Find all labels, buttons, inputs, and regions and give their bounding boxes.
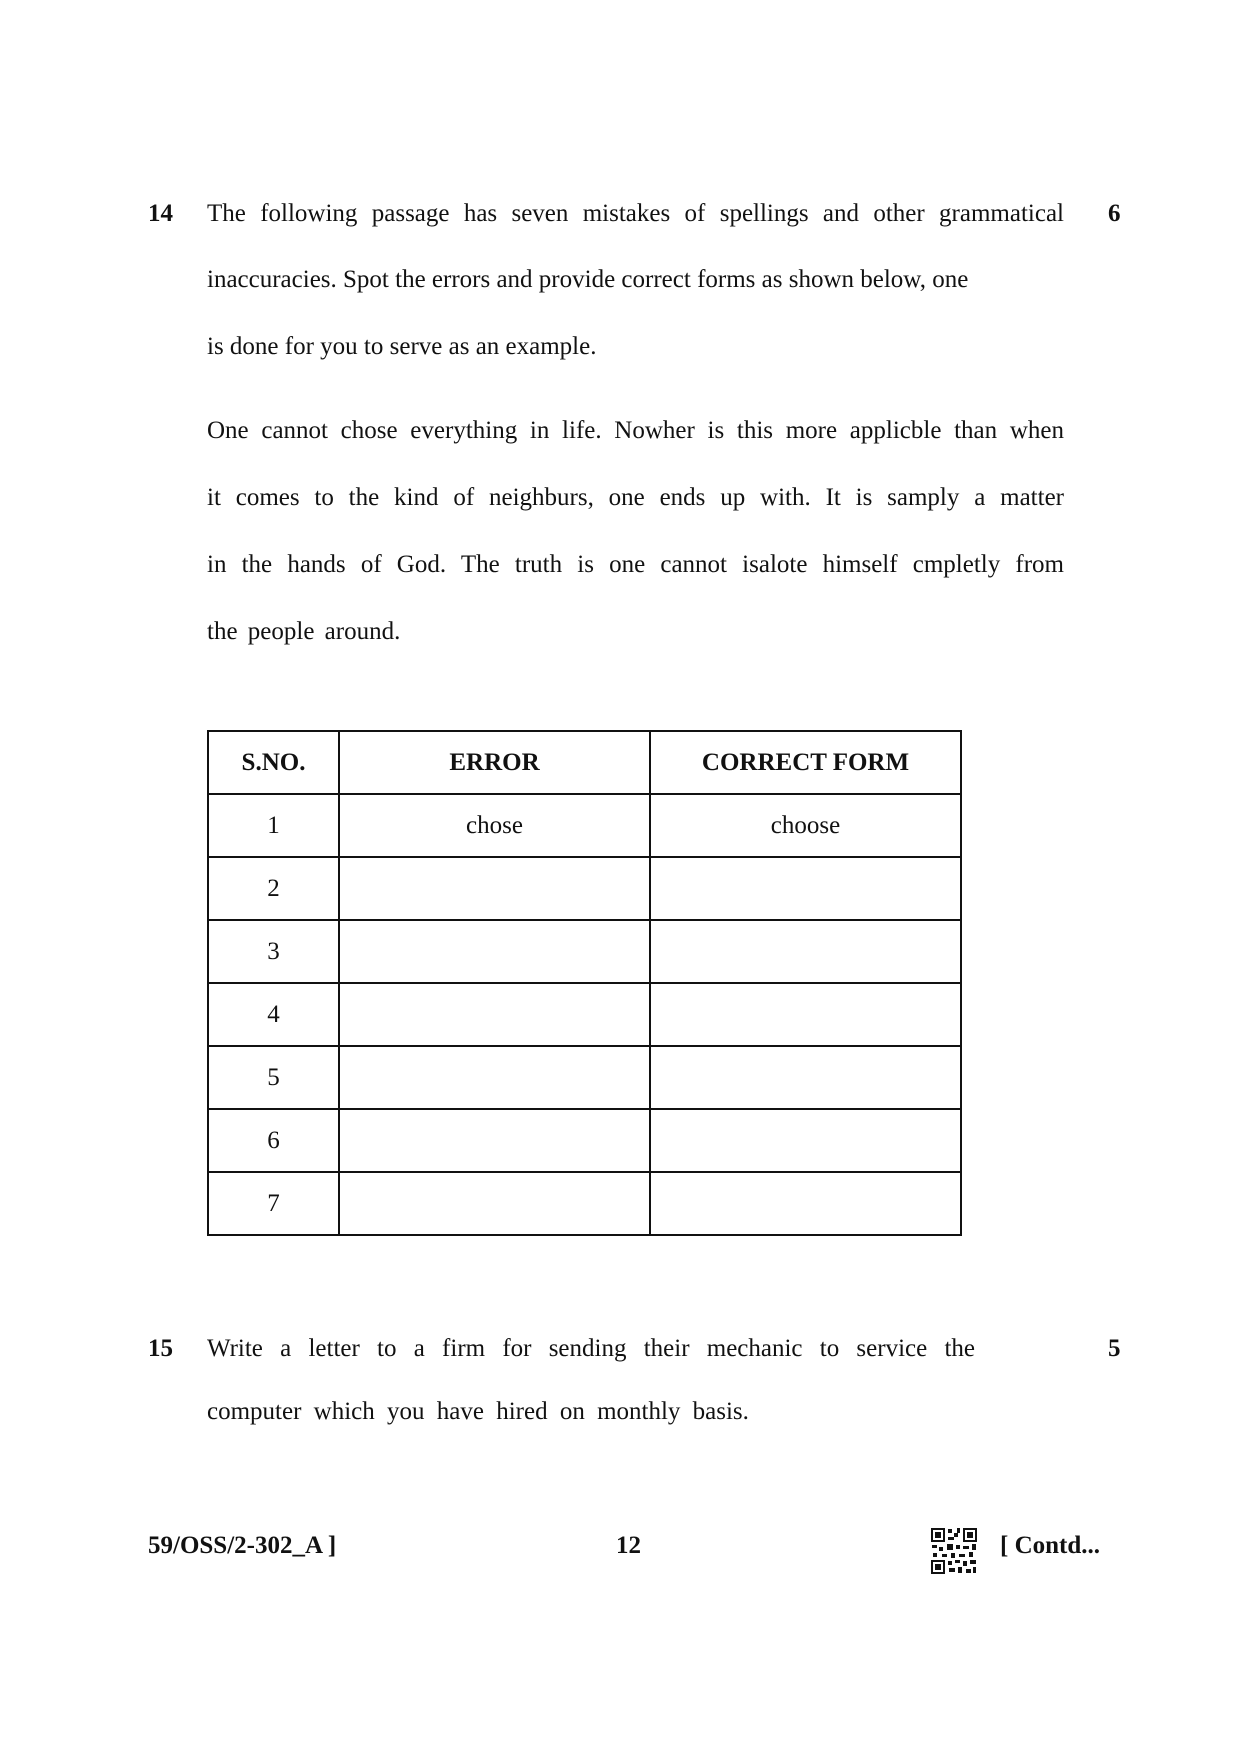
table-row bbox=[208, 857, 961, 920]
table-row bbox=[208, 1172, 961, 1235]
question-15-line-1: Write a letter to a firm for sending their mechanic to service the bbox=[207, 1335, 975, 1362]
column-header-sno: S.NO. bbox=[208, 731, 339, 794]
cell-sno: 3 bbox=[208, 920, 339, 983]
cell-error bbox=[339, 983, 650, 1046]
cell-correct-form bbox=[650, 857, 961, 920]
passage-line-3: in the hands of God. The truth is one cannot isalote himself cmpletly from bbox=[207, 551, 1064, 578]
cell-error bbox=[339, 1172, 650, 1235]
paper-code: 59/OSS/2-302_A ] bbox=[148, 1532, 337, 1559]
passage-line-2: it comes to the kind of neighburs, one ends up with. It is samply a matter bbox=[207, 484, 1064, 511]
table-row bbox=[208, 983, 961, 1046]
cell-correct-form bbox=[650, 920, 961, 983]
question-14-instruction-line-1: The following passage has seven mistakes of spellings and other grammatical bbox=[207, 200, 1064, 227]
cell-correct-form bbox=[650, 983, 961, 1046]
question-14-number: 14 bbox=[148, 200, 173, 227]
cell-correct-form: choose bbox=[650, 794, 961, 857]
table-row bbox=[208, 1046, 961, 1109]
table-header-row bbox=[208, 731, 961, 794]
cell-correct-form bbox=[650, 1109, 961, 1172]
table-row bbox=[208, 1109, 961, 1172]
cell-error: chose bbox=[339, 794, 650, 857]
cell-error bbox=[339, 1046, 650, 1109]
table-row bbox=[208, 794, 961, 857]
cell-correct-form bbox=[650, 1046, 961, 1109]
cell-sno: 7 bbox=[208, 1172, 339, 1235]
error-correction-table bbox=[207, 730, 962, 1236]
question-15-marks: 5 bbox=[1108, 1335, 1121, 1362]
table-row bbox=[208, 920, 961, 983]
page-number: 12 bbox=[616, 1532, 641, 1559]
cell-error bbox=[339, 1109, 650, 1172]
question-14-instruction-line-3: is done for you to serve as an example. bbox=[207, 333, 597, 360]
cell-sno: 4 bbox=[208, 983, 339, 1046]
passage-line-4: the people around. bbox=[207, 618, 401, 645]
qr-code-icon bbox=[930, 1527, 978, 1575]
question-14-instruction-line-2: inaccuracies. Spot the errors and provide correct forms as shown below, one bbox=[207, 266, 969, 293]
cell-correct-form bbox=[650, 1172, 961, 1235]
passage-line-1: One cannot chose everything in life. Nowher is this more applicble than when bbox=[207, 417, 1064, 444]
column-header-error: ERROR bbox=[339, 731, 650, 794]
cell-sno: 6 bbox=[208, 1109, 339, 1172]
column-header-correct-form: CORRECT FORM bbox=[650, 731, 961, 794]
cell-error bbox=[339, 857, 650, 920]
question-15-number: 15 bbox=[148, 1335, 173, 1362]
question-15-line-2: computer which you have hired on monthly basis. bbox=[207, 1398, 749, 1425]
cell-sno: 1 bbox=[208, 794, 339, 857]
cell-error bbox=[339, 920, 650, 983]
cell-sno: 5 bbox=[208, 1046, 339, 1109]
cell-sno: 2 bbox=[208, 857, 339, 920]
continued-label: [ Contd... bbox=[1000, 1532, 1101, 1559]
question-14-marks: 6 bbox=[1108, 200, 1121, 227]
